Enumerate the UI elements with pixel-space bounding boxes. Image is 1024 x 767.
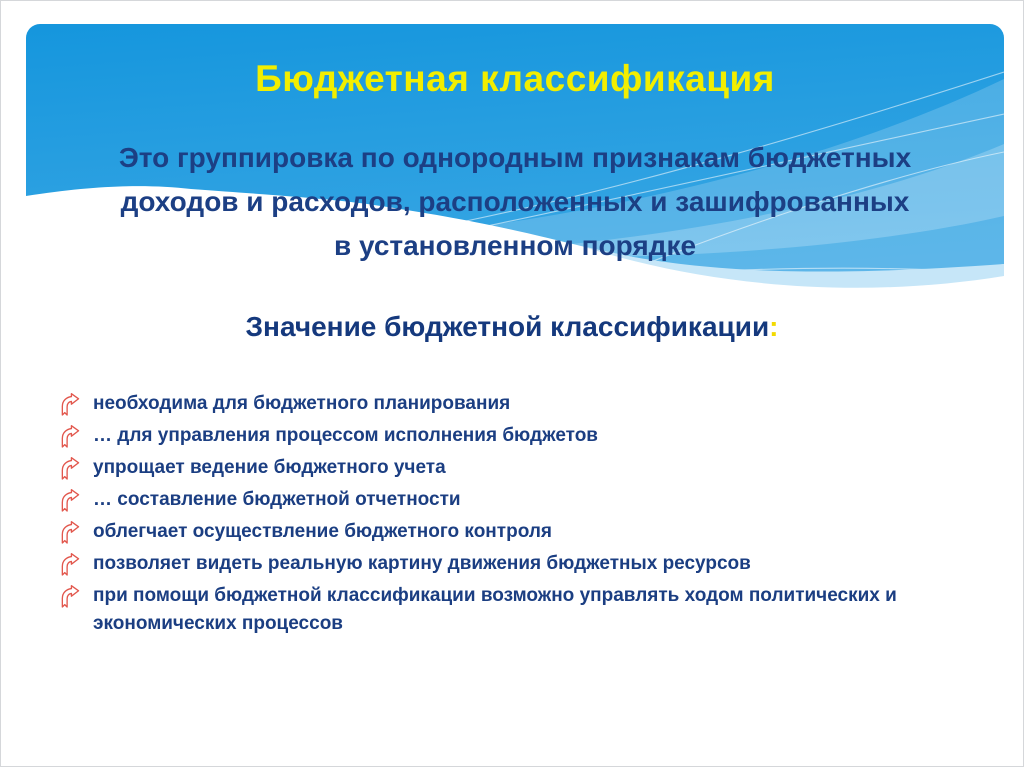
list-item (59, 422, 959, 450)
list-item (59, 582, 959, 638)
list-item (59, 518, 959, 546)
bullet-text: позволяет видеть реальную картину движения бюджетных ресурсов (93, 553, 751, 574)
arrow-bullet-icon (59, 392, 80, 417)
section-heading (1, 311, 1023, 343)
subtitle-line: доходов и расходов, расположенных и зашифрованных (120, 186, 910, 217)
list-item (59, 390, 959, 418)
bullet-text: упрощает ведение бюджетного учета (93, 457, 446, 478)
subtitle-line: в установленном порядке (333, 230, 697, 261)
slide-subtitle (46, 136, 984, 268)
bullet-text: при помощи бюджетной классификации возможно управлять ходом политических и экономических процессов (93, 585, 897, 634)
bullet-list (59, 390, 959, 642)
bullet-text: … составление бюджетной отчетности (93, 489, 461, 510)
bullet-text: необходима для бюджетного планирования (93, 393, 511, 414)
arrow-bullet-icon (59, 456, 80, 481)
arrow-bullet-icon (59, 552, 80, 577)
arrow-bullet-icon (59, 584, 80, 609)
arrow-bullet-icon (59, 520, 80, 545)
arrow-bullet-icon (59, 488, 80, 513)
subtitle-line: Это группировка по однородным признакам бюджетных (118, 142, 912, 173)
heading-colon: : (769, 311, 779, 342)
header-banner (26, 24, 1004, 304)
bullet-text: … для управления процессом исполнения бюджетов (93, 425, 598, 446)
bullet-text: облегчает осуществление бюджетного контроля (93, 521, 552, 542)
slide-title: Бюджетная классификация (255, 58, 775, 99)
arrow-bullet-icon (59, 424, 80, 449)
list-item (59, 486, 959, 514)
section-heading-text: Значение бюджетной классификации (245, 311, 770, 342)
list-item (59, 550, 959, 578)
list-item (59, 454, 959, 482)
